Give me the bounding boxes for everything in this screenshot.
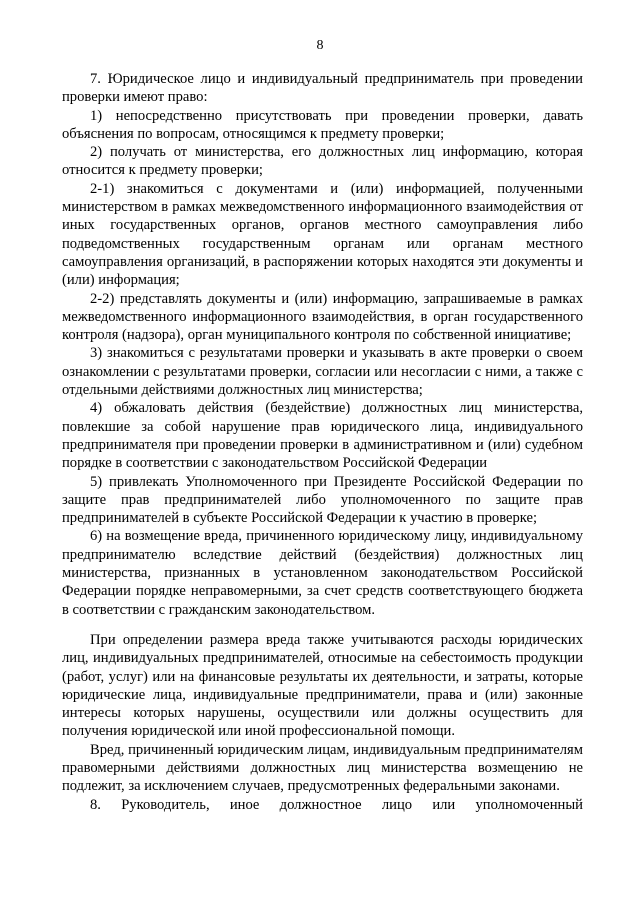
paragraph-damage-exclusion: Вред, причиненный юридическим лицам, индивидуальным предпринимателям правомерными действиями должностных лиц министерства возмещению не подлежит, за исключением случаев, предусмотренных федеральными законами. [62, 741, 583, 795]
document-body [62, 70, 583, 814]
page-number: 8 [316, 38, 324, 53]
paragraph-subitem-6: 6) на возмещение вреда, причиненного юридическому лицу, индивидуальному предпринимателю вследствие действий (бездействия) должностных лиц министерства, признанных в установленном законодательством Российской Федерации порядке неправомерными, за счет средств соответствующего бюджета в соответствии с гражданским законодательством. [62, 528, 583, 618]
paragraph-damage-calculation: При определении размера вреда также учитываются расходы юридических лиц, индивидуальных предпринимателей, относимые на себестоимость продукции (работ, услуг) или на финансовые результаты их деятельности, и затраты, которые юридические лица, индивидуальные предприниматели, права и (или) законные интересы которых нарушены, осуществили или должны осуществить для получения юридической или иной профессиональной помощи. [62, 631, 583, 740]
paragraph-subitem-5: 5) привлекать Уполномоченного при Президенте Российской Федерации по защите прав предпринимателей либо уполномоченного по защите прав предпринимателей в субъекте Российской Федерации к участию в проверке; [62, 473, 583, 527]
paragraph-subitem-2-2: 2-2) представлять документы и (или) информацию, запрашиваемые в рамках межведомственного информационного взаимодействия, в орган государственного контроля (надзора), орган муниципального контроля по собственной инициативе; [62, 290, 583, 344]
paragraph-subitem-3: 3) знакомиться с результатами проверки и указывать в акте проверки о своем ознакомлении с результатами проверки, согласии или несогласии с ними, а также с отдельными действиями должностных лиц министерства; [62, 345, 583, 399]
paragraph-item-7: 7. Юридическое лицо и индивидуальный предприниматель при проведении проверки имеют право: [62, 71, 583, 106]
paragraph-subitem-2-1: 2-1) знакомиться с документами и (или) информацией, полученными министерством в рамках межведомственного информационного взаимодействия от иных государственных органов, органов местного самоуправления либо подведомственных государственным органам или органам местного самоуправления организаций, в распоряжении которых находятся эти документы и (или) информация; [62, 180, 583, 289]
paragraph-item-8: 8. Руководитель, иное должностное лицо или уполномоченный [90, 796, 583, 813]
paragraph-subitem-4: 4) обжаловать действия (бездействие) должностных лиц министерства, повлекшие за собой нарушение прав юридического лица, индивидуального предпринимателя при проведении проверки в административном и (или) судебном порядке в соответствии с законодательством Российской Федерации [62, 400, 583, 472]
paragraph-subitem-1: 1) непосредственно присутствовать при проведении проверки, давать объяснения по вопросам, относящимся к предмету проверки; [62, 107, 583, 142]
paragraph-subitem-2: 2) получать от министерства, его должностных лиц информацию, которая относится к предмету проверки; [62, 144, 583, 179]
